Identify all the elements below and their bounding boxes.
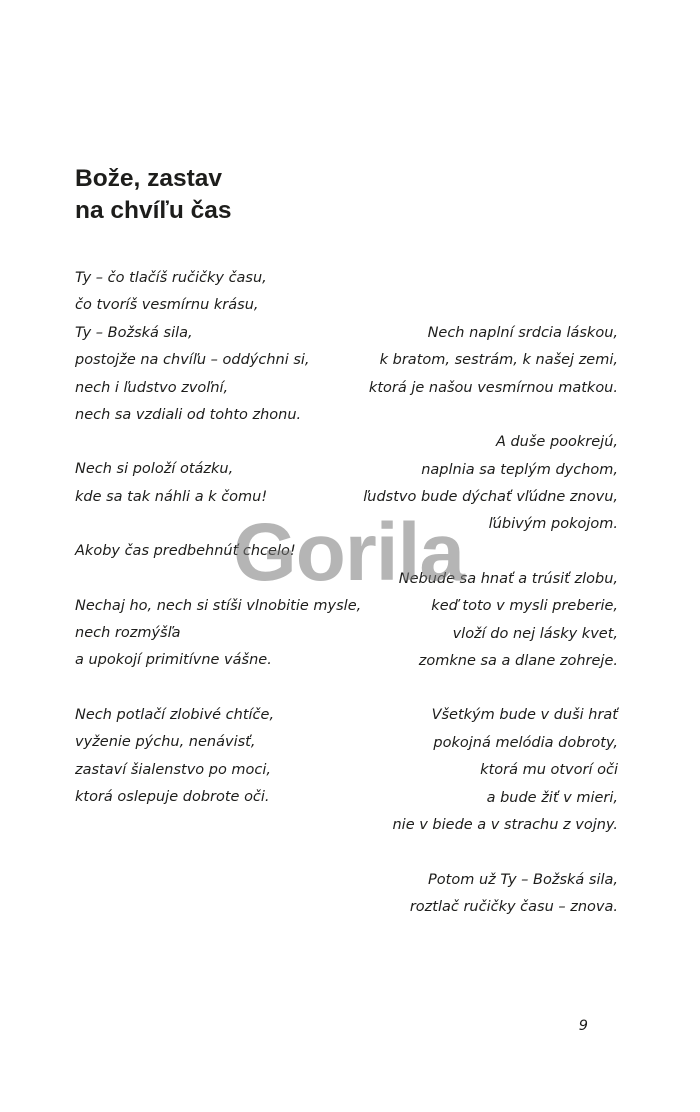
right-stanza [363,566,618,676]
verse-line: Potom už Ty – Božská sila, [428,871,618,888]
verse-line: Ty – čo tlačíš ručičky času, [75,270,267,286]
verse-line: zastaví šialenstvo po moci, [75,761,272,778]
verse-line: naplnia sa teplým dychom, [421,461,618,478]
verse-line: vloží do nej lásky kvet, [452,625,618,642]
right-stanza [363,867,618,922]
verse-line: nech sa vzdiali od tohto zhonu. [75,407,302,424]
verse-line: Ty – Božská sila, [75,324,193,341]
verse-line: ktorá je našou vesmírnou matkou. [368,379,618,396]
verse-line: Nech potlačí zlobivé chtíče, [75,706,275,723]
left-stanza [75,538,361,565]
left-stanza [75,265,361,429]
verse-line: nech rozmýšľa [75,625,181,642]
verse-line: pokojná melódia dobroty, [433,734,618,751]
right-stanza [363,429,618,539]
verse-line: ktorá oslepuje dobrote oči. [75,789,270,806]
left-stanza [75,702,361,812]
verse-line: Nech si položí otázku, [75,461,234,478]
verse-line: Nechaj ho, nech si stíši vlnobitie mysle, [75,597,362,614]
verse-line: čo tvoríš vesmírnu krásu, [75,297,259,314]
verse-line: a upokojí primitívne vášne. [75,652,272,669]
verse-line: nie v biede a v strachu z vojny. [392,817,618,834]
verse-line: ľúbivým pokojom. [488,516,618,533]
verse-line: kde sa tak náhli a k čomu! [75,488,268,505]
verse-line: keď toto v mysli preberie, [431,598,618,615]
verse-line: k bratom, sestrám, k našej zemi, [379,352,618,369]
verse-line: roztlač ručičky času – znova. [409,898,618,915]
verse-line: Nech naplní srdcia láskou, [427,325,618,341]
poem-right-column [363,320,618,948]
verse-line: Nebude sa hnať a trúsiť zlobu, [398,570,618,587]
poem-title [75,163,232,227]
verse-line: Akoby čas predbehnúť chcelo! [75,543,296,560]
poem-left-column [75,265,361,839]
right-stanza [363,702,618,839]
verse-line: A duše pookrejú, [495,434,618,451]
verse-line: Všetkým bude v duši hrať [431,707,618,724]
verse-line: postojže na chvíľu – oddýchni si, [75,352,310,369]
verse-line: vyženie pýchu, nenávisť, [75,734,256,751]
poem-title-line-1: Bože, zastav [75,165,223,192]
page-number: 9 [578,1018,588,1034]
verse-line: ktorá mu otvorí oči [480,762,618,779]
verse-line: ľudstvo bude dýchať vľúdne znovu, [363,489,618,506]
verse-line: zomkne sa a dlane zohreje. [418,653,618,670]
verse-line: nech i ľudstvo zvoľní, [75,379,229,396]
left-stanza [75,456,361,511]
left-stanza [75,593,361,675]
poem-title-line-2: na chvíľu čas [75,197,232,224]
verse-line: a bude žiť v mieri, [486,789,618,806]
watermark-logo: Gorila [233,507,464,598]
right-stanza [363,320,618,402]
